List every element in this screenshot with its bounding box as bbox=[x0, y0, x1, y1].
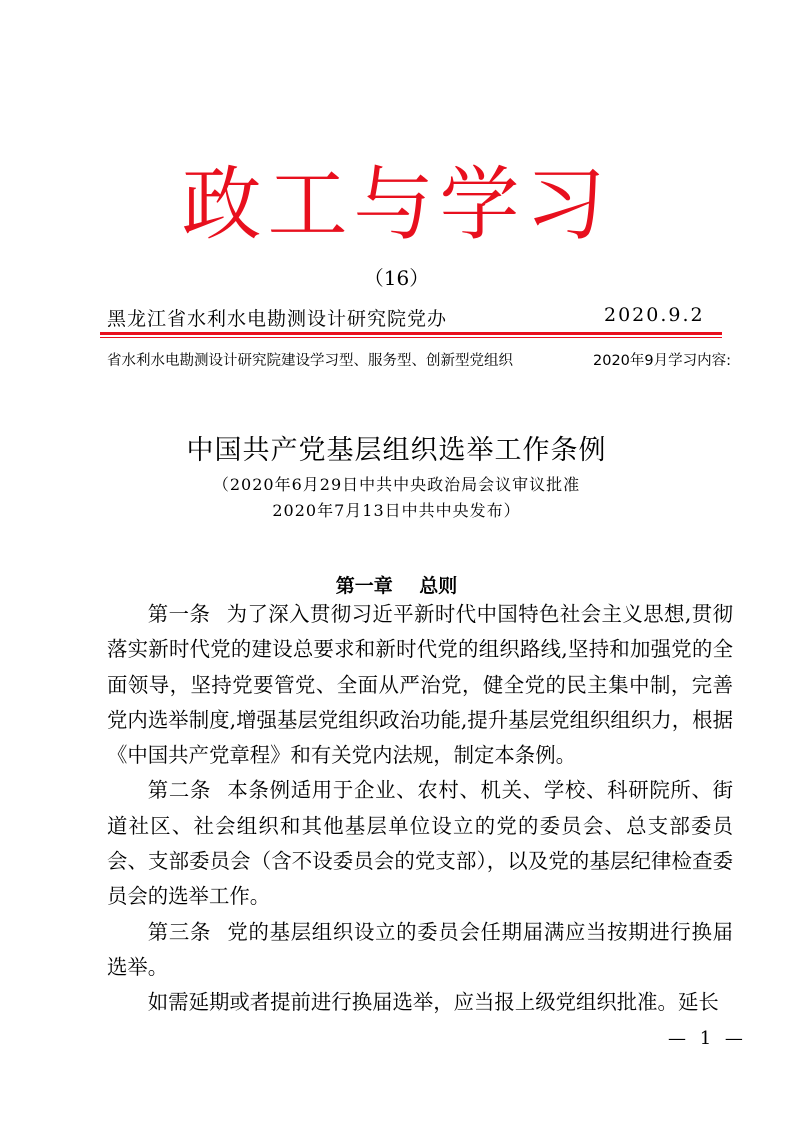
release-note: 2020年7月13日中共中央发布） bbox=[272, 501, 521, 520]
document-title: 中国共产党基层组织选举工作条例 bbox=[186, 435, 607, 466]
issue-number: （16） bbox=[363, 266, 430, 290]
article-number: 第二条 bbox=[147, 778, 212, 803]
chapter-name: 总则 bbox=[419, 575, 458, 597]
paragraph bbox=[107, 773, 733, 914]
article-text: 本条例适用于企业、农村、机关、学校、科研院所、街道社区、社会组织和其他基层单位设立的党的委员会、总支部委员会、支部委员会（含不设委员会的党支部），以及党的基层纪律检查委员会的选举工作。 bbox=[107, 778, 734, 909]
study-content-label: 2020年9月学习内容: bbox=[593, 353, 732, 369]
chapter-number: 第一章 bbox=[335, 575, 393, 597]
header-subtitle: 省水利水电勘测设计研究院建设学习型、服务型、创新型党组织 bbox=[107, 353, 513, 369]
chapter-heading bbox=[0, 571, 793, 598]
body-text bbox=[107, 597, 733, 1021]
page-number: — 1 — bbox=[668, 1028, 747, 1049]
paragraph-text: 如需延期或者提前进行换届选举，应当报上级党组织批准。延长 bbox=[147, 990, 719, 1015]
header-divider-thick bbox=[100, 332, 722, 335]
publish-date: 2020.9.2 bbox=[604, 304, 705, 326]
publisher-org: 黑龙江省水利水电勘测设计研究院党办 bbox=[107, 308, 448, 330]
masthead-title: 政工与学习 bbox=[181, 158, 612, 251]
paragraph bbox=[107, 915, 733, 986]
article-text: 党的基层组织设立的委员会任期届满应当按期进行换届选举。 bbox=[107, 919, 734, 979]
paragraph bbox=[107, 985, 733, 1020]
approval-note: （2020年6月29日中共中央政治局会议审议批准 bbox=[212, 475, 581, 494]
paragraph bbox=[107, 597, 733, 773]
header-divider-thin bbox=[100, 337, 722, 338]
article-number: 第三条 bbox=[147, 919, 212, 944]
article-number: 第一条 bbox=[147, 602, 211, 626]
article-text: 为了深入贯彻习近平新时代中国特色社会主义思想,贯彻落实新时代党的建设总要求和新时代党的组织路线,坚持和加强党的全面领导，坚持党要管党、全面从严治党，健全党的民主集中制，完善党内选举制度,增强基层党组织政治功能,提升基层党组织组织力，根据《中国共产党章程》和有关党内法规，制定本条例。 bbox=[107, 602, 734, 768]
